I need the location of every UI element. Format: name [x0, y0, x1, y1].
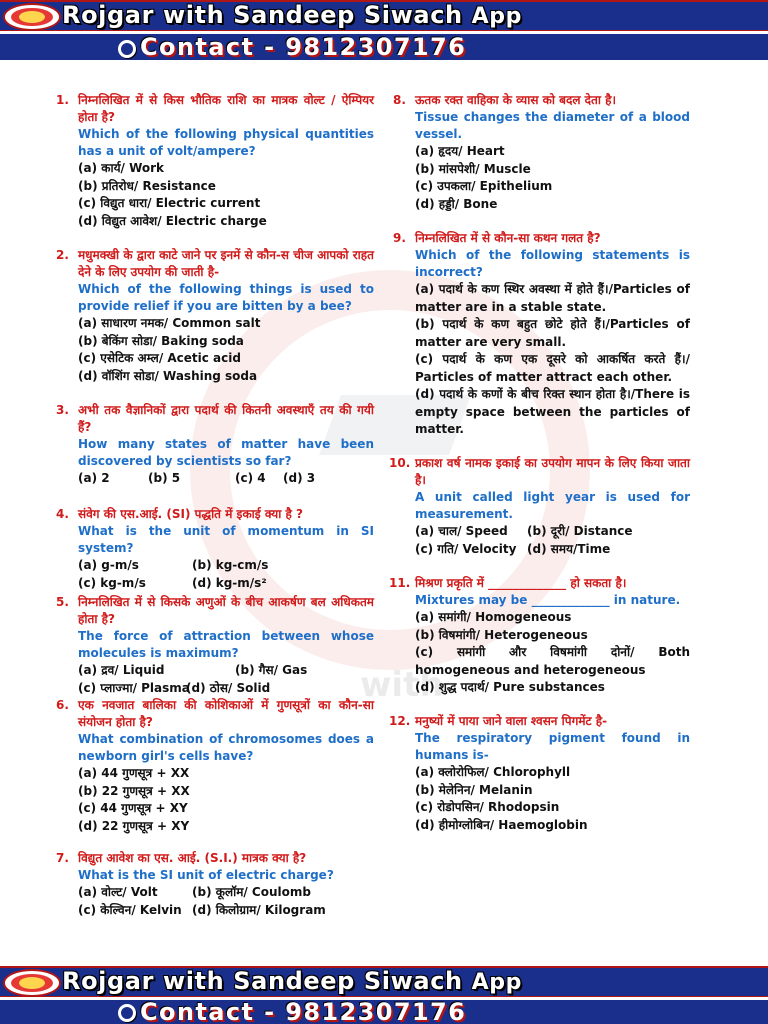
option-row	[78, 470, 374, 488]
option-d: (d) शुद्ध पदार्थ/ Pure substances	[415, 680, 605, 694]
question-12	[389, 713, 690, 834]
question-2	[56, 247, 374, 385]
question-english: Tissue changes the diameter of a blood vessel.	[415, 110, 690, 141]
option-b: (b) बेकिंग सोडा/ Baking soda	[78, 333, 244, 348]
question-hindi: मिश्रण प्रकृति में _____________ हो सकता है।	[415, 576, 627, 590]
option-b: (b) मेलेनिन/ Melanin	[415, 782, 533, 797]
option-c: (c) प्लाज्मा/ Plasma	[78, 680, 190, 695]
question-7	[56, 850, 374, 919]
option-row	[78, 662, 374, 680]
logo-icon	[3, 3, 61, 31]
banner-title-bar	[0, 968, 768, 996]
option-c: (c) पदार्थ के कण एक दूसरे को आकर्षित करते हैं।/ Particles of matter attract each other.	[415, 352, 690, 384]
option-c: (c) 4	[235, 471, 266, 485]
question-english: The force of attraction between whose molecules is maximum?	[78, 629, 374, 660]
option-d: (d) वॉशिंग सोडा/ Washing soda	[78, 368, 258, 383]
question-english: How many states of matter have been discovered by scientists so far?	[78, 437, 374, 468]
question-number: 9.	[393, 231, 406, 245]
option-c: (c) केल्विन/ Kelvin	[78, 902, 182, 917]
question-number: 1.	[56, 93, 69, 107]
logo-icon	[3, 969, 61, 997]
option-d: (d) पदार्थ के कणों के बीच रिक्त स्थान होता है।/There is empty space between the particles of matter.	[415, 387, 690, 436]
question-hindi: एक नवजात बालिका की कोशिकाओं में गुणसूत्रों का कौन-सा संयोजन होता है?	[78, 698, 374, 729]
question-english: The respiratory pigment found in humans is-	[415, 731, 690, 762]
question-hindi: विद्युत आवेश का एस. आई. (S.I.) मात्रक क्या है?	[78, 851, 307, 865]
option-b: (b) 5	[148, 471, 181, 485]
option-b: (b) मांसपेशी/ Muscle	[415, 161, 531, 176]
option-c: (c) 44 गुणसूत्र + XY	[78, 801, 188, 815]
watermark-text: with	[360, 665, 444, 705]
option-row	[78, 575, 374, 593]
question-english: A unit called light year is used for measurement.	[415, 490, 690, 521]
question-1	[56, 92, 374, 230]
question-hindi: ऊतक रक्त वाहिका के व्यास को बदल देता है।	[415, 93, 617, 107]
option-a: (a) साधारण नमक/ Common salt	[78, 316, 261, 330]
banner-contact: Contact - 9812307176	[140, 998, 467, 1024]
option-d: (d) समय/Time	[527, 541, 611, 556]
option-a: (a) 44 गुणसूत्र + XX	[78, 766, 190, 780]
banner-title: Rojgar with Sandeep Siwach	[62, 1, 463, 29]
question-hindi: मनुष्यों में पाया जाने वाला श्वसन पिगमेंट है-	[415, 714, 608, 728]
option-a: (a) चाल/ Speed	[415, 524, 508, 538]
banner-app: App	[471, 970, 522, 995]
option-d: (d) हीमोग्लोबिन/ Haemoglobin	[415, 817, 588, 832]
option-d: (d) 3	[283, 471, 316, 485]
option-c: (c) kg-m/s	[78, 575, 146, 590]
question-number: 7.	[56, 851, 69, 865]
banner-title: Rojgar with Sandeep Siwach	[62, 967, 463, 995]
option-a: (a) 2	[78, 471, 110, 485]
question-number: 11.	[389, 576, 411, 590]
option-c: (c) रोडोपसिन/ Rhodopsin	[415, 800, 560, 814]
option-row	[78, 884, 374, 902]
option-d: (d) 22 गुणसूत्र + XY	[78, 818, 190, 833]
question-number: 12.	[389, 714, 411, 728]
option-c: (c) विद्युत धारा/ Electric current	[78, 196, 261, 210]
question-number: 2.	[56, 248, 69, 262]
question-english: Which of the following things is used to provide relief if you are bitten by a bee?	[78, 282, 374, 313]
question-hindi: मधुमक्खी के द्वारा काटे जाने पर इनमें से कौन-स चीज आपको राहत देने के लिए उपयोग की जाती है-	[78, 248, 374, 279]
option-c: (c) समांगी और विषमांगी दोनों/ Both homogeneous and heterogeneous	[415, 645, 690, 677]
option-b: (b) दूरी/ Distance	[527, 524, 633, 538]
option-row	[415, 523, 690, 541]
question-number: 4.	[56, 507, 69, 521]
phone-icon	[118, 1004, 136, 1022]
banner-title-bar	[0, 2, 768, 30]
option-b: (b) 22 गुणसूत्र + XX	[78, 783, 190, 798]
question-number: 6.	[56, 698, 69, 712]
option-a: (a) हृदय/ Heart	[415, 144, 505, 158]
question-3	[56, 402, 374, 488]
banner-contact: Contact - 9812307176	[140, 33, 467, 60]
question-number: 10.	[389, 456, 411, 470]
question-english: Mixtures may be _____________ in nature.	[415, 593, 681, 607]
banner-app: App	[471, 4, 522, 29]
option-b: (b) पदार्थ के कण बहुत छोटे होते हैं।/Particles of matter are very small.	[415, 317, 690, 349]
option-a: (a) कार्य/ Work	[78, 161, 165, 175]
option-b: (b) प्रतिरोध/ Resistance	[78, 178, 216, 193]
option-row	[78, 680, 374, 698]
question-hindi: संवेग की एस.आई. (SI) पद्धति में इकाई क्या है ?	[78, 507, 304, 521]
option-b: (b) kg-cm/s	[192, 558, 269, 572]
question-9	[393, 230, 690, 439]
question-english: What combination of chromosomes does a newborn girl's cells have?	[78, 732, 374, 763]
option-b: (b) विषमांगी/ Heterogeneous	[415, 627, 588, 642]
question-english: What is the unit of momentum in SI system?	[78, 524, 374, 555]
option-a: (a) क्लोरोफिल/ Chlorophyll	[415, 765, 571, 779]
option-c: (c) एसेटिक अम्ल/ Acetic acid	[78, 351, 241, 365]
header-banner	[0, 0, 768, 60]
option-d: (d) ठोस/ Solid	[186, 680, 271, 695]
question-10	[389, 455, 690, 558]
option-a: (a) समांगी/ Homogeneous	[415, 610, 572, 624]
question-5	[56, 594, 374, 697]
question-hindi: निम्नलिखित में से किस भौतिक राशि का मात्रक वोल्ट / ऐम्पियर होता है?	[78, 93, 374, 124]
question-hindi: प्रकाश वर्ष नामक इकाई का उपयोग मापन के लिए किया जाता है।	[415, 456, 690, 487]
option-d: (d) हड्डी/ Bone	[415, 196, 498, 211]
phone-icon	[118, 40, 136, 58]
question-6	[56, 697, 374, 835]
option-a: (a) द्रव/ Liquid	[78, 663, 165, 677]
question-number: 3.	[56, 403, 69, 417]
banner-contact-bar	[0, 31, 768, 60]
question-number: 8.	[393, 93, 406, 107]
option-a: (a) पदार्थ के कण स्थिर अवस्था में होते हैं।/Particles of matter are in a stable state.	[415, 282, 690, 314]
option-d: (d) विद्युत आवेश/ Electric charge	[78, 213, 267, 228]
option-b: (b) गैस/ Gas	[235, 663, 308, 677]
question-8	[393, 92, 690, 213]
option-row	[78, 557, 374, 575]
question-english: Which of the following physical quantities has a unit of volt/ampere?	[78, 127, 374, 158]
question-4	[56, 506, 374, 592]
question-hindi: अभी तक वैज्ञानिकों द्वारा पदार्थ की कितनी अवस्थाएँ तय की गयी हैं?	[78, 403, 374, 434]
question-number: 5.	[56, 595, 69, 609]
option-a: (a) g-m/s	[78, 558, 139, 572]
option-a: (a) वोल्ट/ Volt	[78, 885, 158, 899]
option-c: (c) गति/ Velocity	[415, 541, 517, 556]
question-hindi: निम्नलिखित में से कौन-सा कथन गलत है?	[415, 231, 601, 245]
option-d: (d) किलोग्राम/ Kilogram	[192, 902, 326, 917]
question-english: What is the SI unit of electric charge?	[78, 868, 334, 882]
option-b: (b) कूलॉम/ Coulomb	[192, 885, 311, 899]
banner-contact-bar	[0, 997, 768, 1024]
question-english: Which of the following statements is incorrect?	[415, 248, 690, 279]
footer-banner	[0, 966, 768, 1024]
option-c: (c) उपकला/ Epithelium	[415, 179, 553, 193]
option-row	[415, 541, 690, 559]
question-hindi: निम्नलिखित में से किसके अणुओं के बीच आकर्षण बल अधिकतम होता है?	[78, 595, 374, 626]
option-row	[78, 902, 374, 920]
option-d: (d) kg-m/s²	[192, 575, 267, 590]
